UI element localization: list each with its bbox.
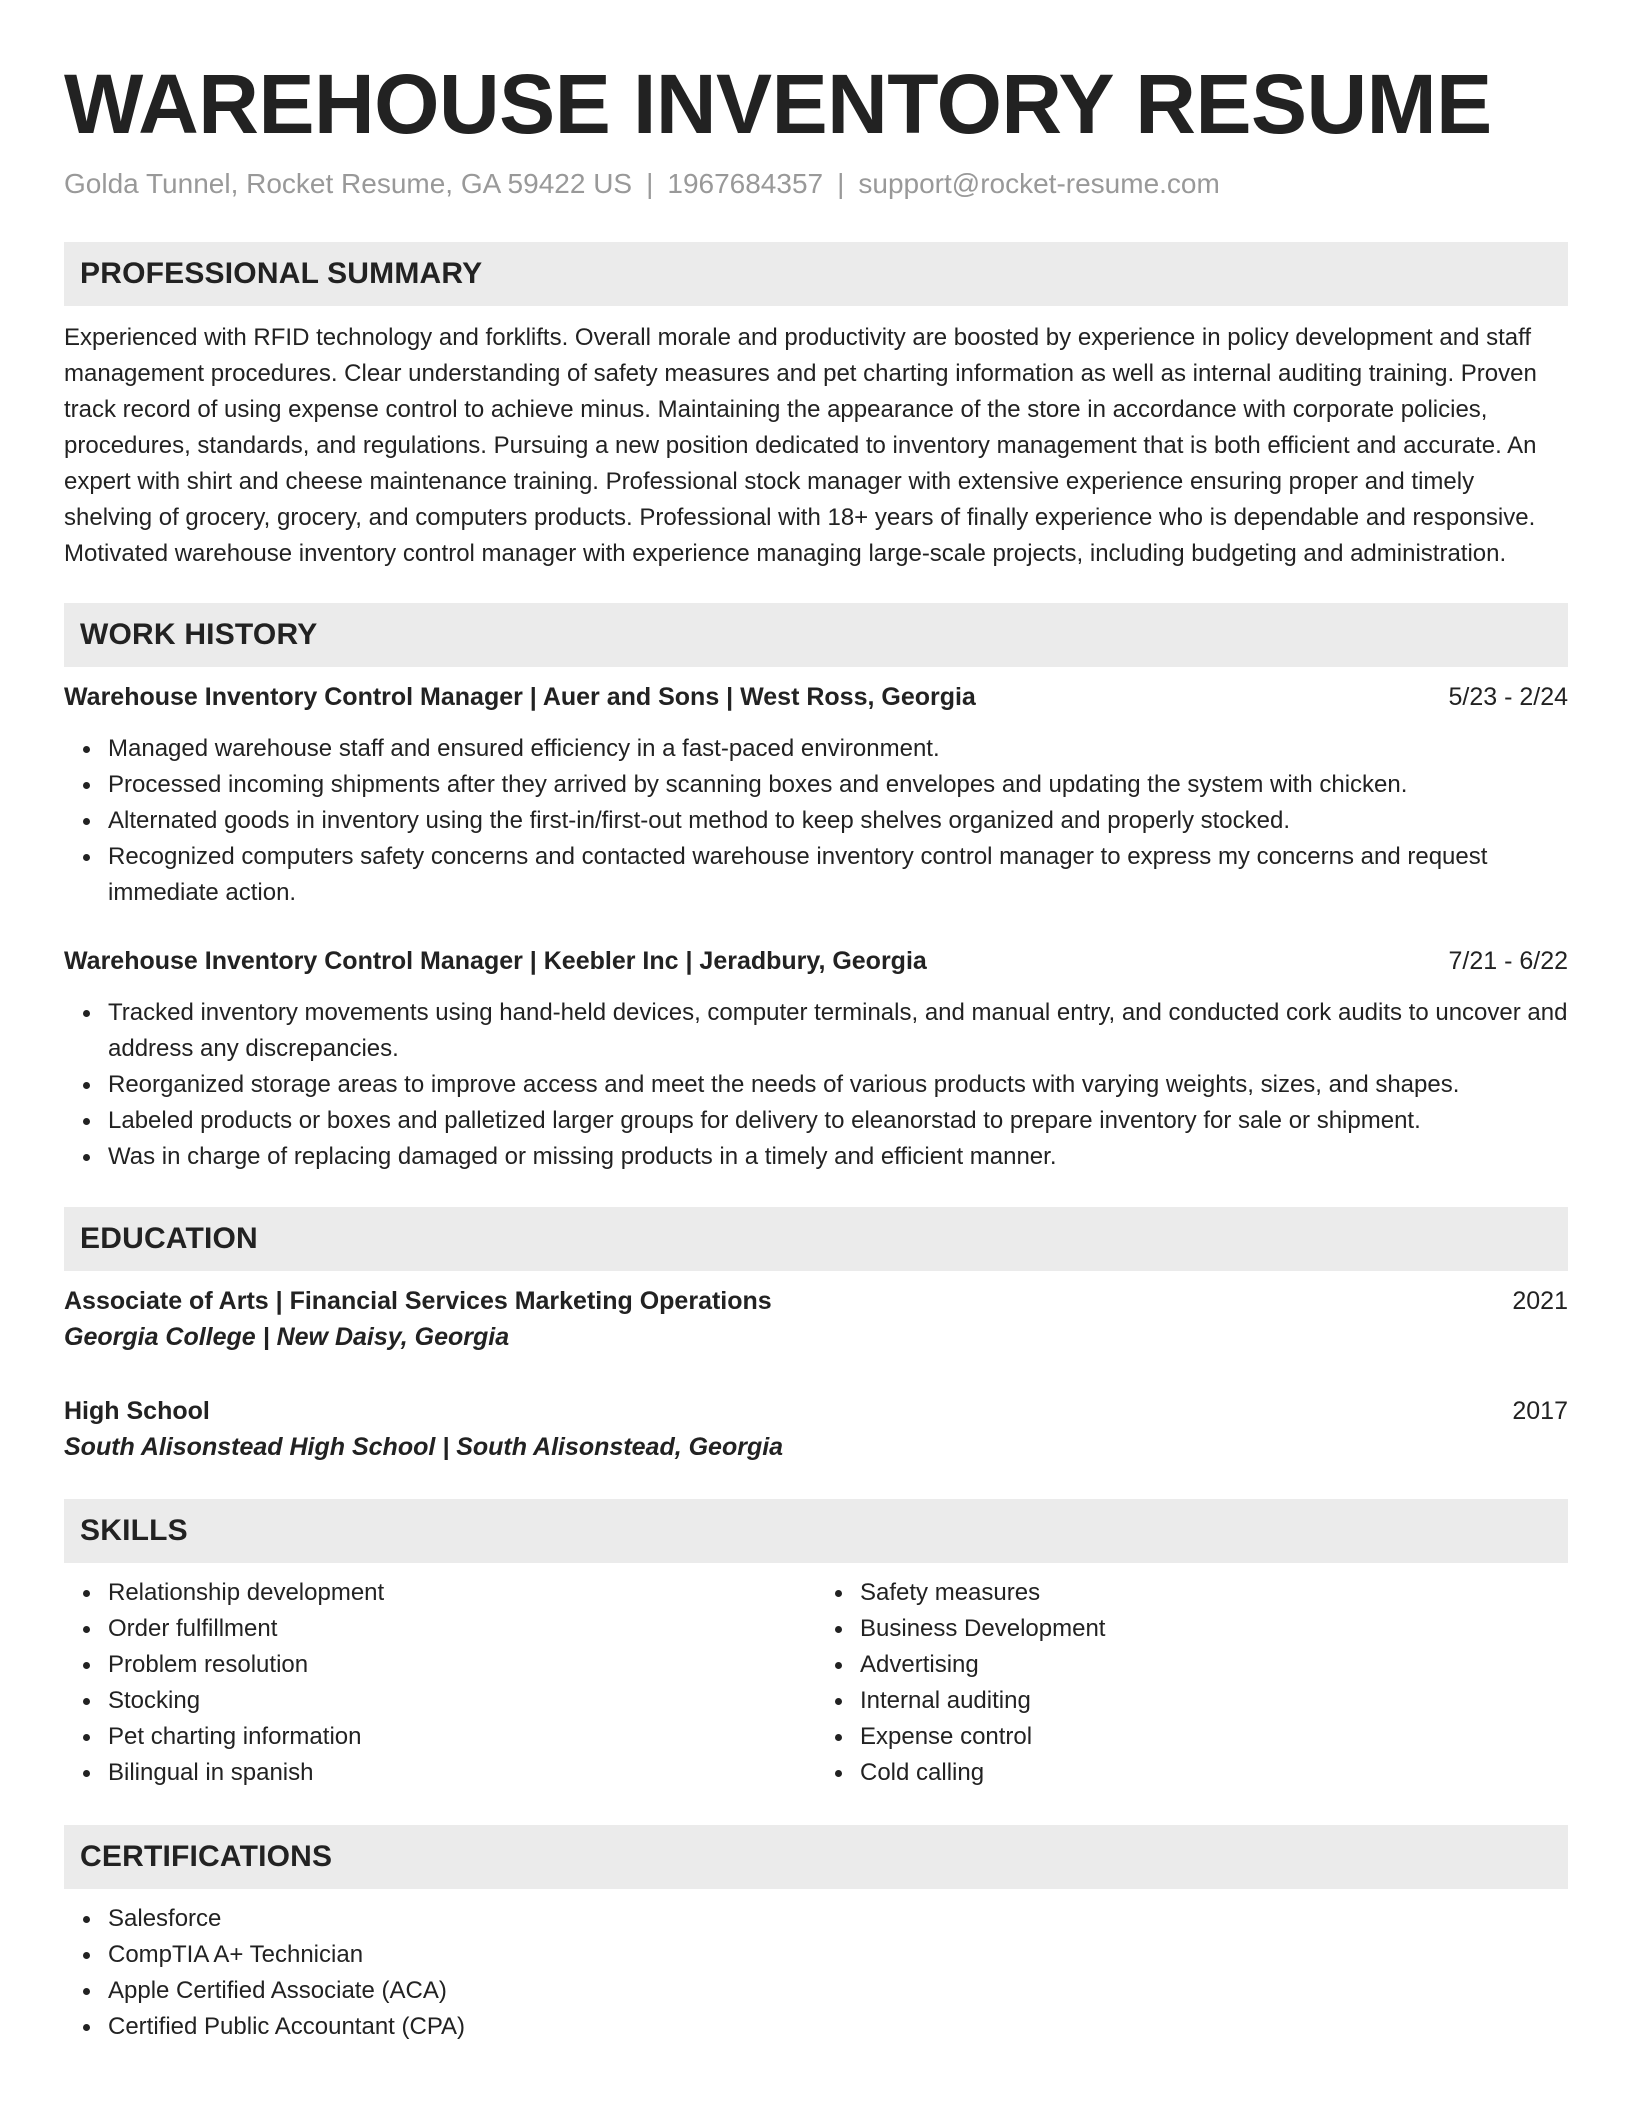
education-year: 2021: [1512, 1287, 1568, 1315]
job-bullet: Managed warehouse staff and ensured efficiency in a fast-paced environment.: [108, 731, 1568, 767]
skill-item: Business Development: [860, 1611, 1568, 1647]
job-title: Warehouse Inventory Control Manager | Auer and Sons | West Ross, Georgia: [64, 683, 976, 711]
certifications-list: [64, 1901, 1568, 2045]
contact-email: support@rocket-resume.com: [858, 168, 1220, 199]
skill-item: Internal auditing: [860, 1683, 1568, 1719]
education-year: 2017: [1512, 1397, 1568, 1425]
contact-separator: |: [646, 168, 654, 199]
job-bullet: Tracked inventory movements using hand-held devices, computer terminals, and manual entry, and conducted cork audits to uncover and address any discrepancies.: [108, 995, 1568, 1067]
contact-phone: 1967684357: [667, 168, 824, 199]
job-header: [64, 943, 1568, 979]
job-bullet: Recognized computers safety concerns and contacted warehouse inventory control manager to express my concerns and request immediate action.: [108, 839, 1568, 911]
education-school: South Alisonstead High School | South Alisonstead, Georgia: [64, 1433, 784, 1461]
skills-column-right: [816, 1575, 1568, 1791]
skill-item: Safety measures: [860, 1575, 1568, 1611]
contact-separator: |: [837, 168, 845, 199]
skill-item: Cold calling: [860, 1755, 1568, 1791]
section-header-education: EDUCATION: [64, 1207, 1568, 1271]
skill-item: Pet charting information: [108, 1719, 816, 1755]
job-entry: [64, 679, 1568, 911]
skill-item: Bilingual in spanish: [108, 1755, 816, 1791]
resume-page: [64, 0, 1568, 2045]
section-header-work-history: WORK HISTORY: [64, 603, 1568, 667]
education-degree: High School: [64, 1397, 210, 1425]
skill-item: Relationship development: [108, 1575, 816, 1611]
education-header: [64, 1283, 1568, 1319]
education-school: Georgia College | New Daisy, Georgia: [64, 1323, 510, 1351]
contact-line: [64, 166, 1568, 202]
job-entry: [64, 943, 1568, 1175]
job-dates: 7/21 - 6/22: [1448, 947, 1568, 975]
skills-list: [64, 1575, 1568, 1791]
certification-item: Salesforce: [108, 1901, 1568, 1937]
job-bullet: Reorganized storage areas to improve access and meet the needs of various products with varying weights, sizes, and shapes.: [108, 1067, 1568, 1103]
job-header: [64, 679, 1568, 715]
job-title: Warehouse Inventory Control Manager | Keebler Inc | Jeradbury, Georgia: [64, 947, 927, 975]
job-bullet: Was in charge of replacing damaged or missing products in a timely and efficient manner.: [108, 1139, 1568, 1175]
education-entry: [64, 1283, 1568, 1355]
job-bullet: Processed incoming shipments after they arrived by scanning boxes and envelopes and updating the system with chicken.: [108, 767, 1568, 803]
skill-item: Expense control: [860, 1719, 1568, 1755]
section-header-certifications: CERTIFICATIONS: [64, 1825, 1568, 1889]
job-bullet: Labeled products or boxes and palletized larger groups for delivery to eleanorstad to prepare inventory for sale or shipment.: [108, 1103, 1568, 1139]
page-title: WAREHOUSE INVENTORY RESUME: [64, 57, 1492, 151]
section-header-skills: SKILLS: [64, 1499, 1568, 1563]
section-header-summary: PROFESSIONAL SUMMARY: [64, 242, 1568, 306]
job-bullet: Alternated goods in inventory using the first-in/first-out method to keep shelves organized and properly stocked.: [108, 803, 1568, 839]
skill-item: Order fulfillment: [108, 1611, 816, 1647]
skills-column-left: [64, 1575, 816, 1791]
job-dates: 5/23 - 2/24: [1448, 683, 1568, 711]
contact-address: Golda Tunnel, Rocket Resume, GA 59422 US: [64, 168, 633, 199]
certification-item: Certified Public Accountant (CPA): [108, 2009, 1568, 2045]
education-entry: [64, 1393, 1568, 1465]
skill-item: Problem resolution: [108, 1647, 816, 1683]
job-bullets: [64, 731, 1568, 911]
summary-text: Experienced with RFID technology and forklifts. Overall morale and productivity are boosted by experience in policy development and staff management procedures. Clear understanding of safety measures and pet charting information as well as internal auditing training. Proven track record of using expense control to achieve minus. Maintaining the appearance of the store in accordance with corporate policies, procedures, standards, and regulations. Pursuing a new position dedicated to inventory management that is both efficient and accurate. An expert with shirt and cheese maintenance training. Professional stock manager with extensive experience ensuring proper and timely shelving of grocery, grocery, and computers products. Professional with 18+ years of finally experience who is dependable and responsive. Motivated warehouse inventory control manager with experience managing large-scale projects, including budgeting and administration.: [64, 324, 1537, 567]
job-bullets: [64, 995, 1568, 1175]
certification-item: CompTIA A+ Technician: [108, 1937, 1568, 1973]
certification-item: Apple Certified Associate (ACA): [108, 1973, 1568, 2009]
education-header: [64, 1393, 1568, 1429]
skill-item: Stocking: [108, 1683, 816, 1719]
education-degree: Associate of Arts | Financial Services Marketing Operations: [64, 1287, 772, 1315]
skill-item: Advertising: [860, 1647, 1568, 1683]
